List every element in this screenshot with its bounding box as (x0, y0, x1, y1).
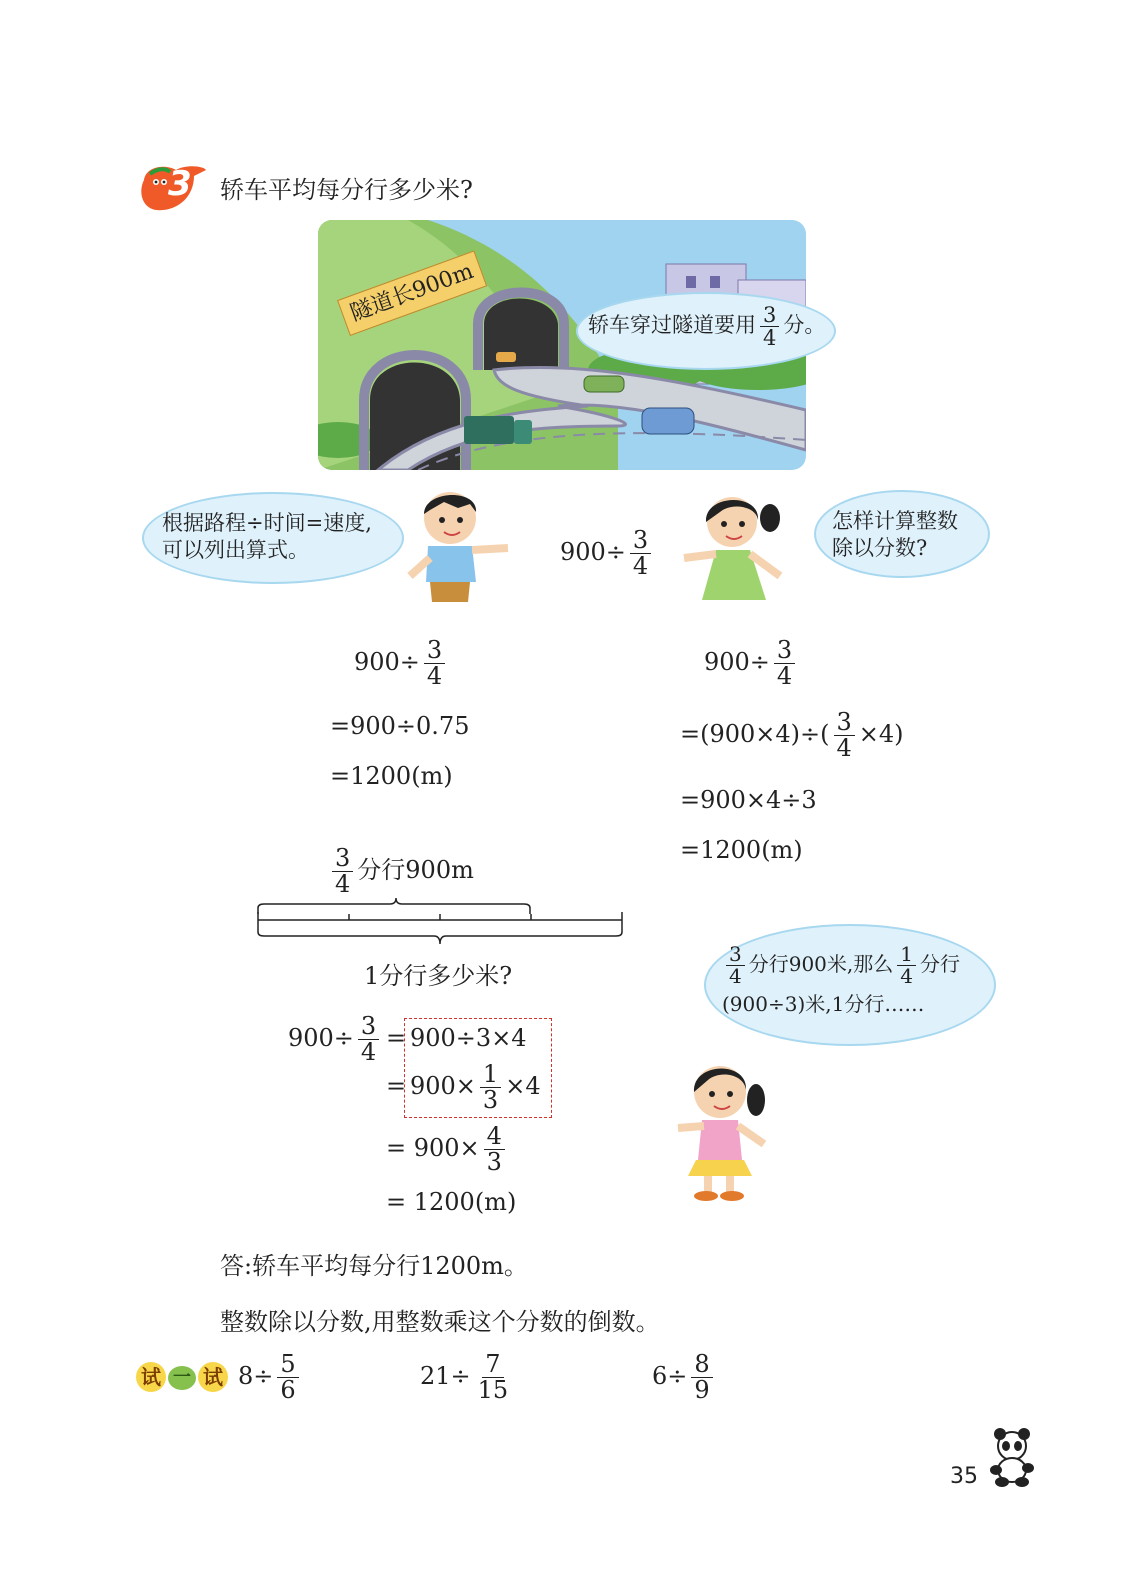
method2-step1-pre: =(900×4)÷( (680, 720, 830, 749)
fraction-numerator: 1 (897, 944, 916, 966)
fraction-denominator: 4 (900, 964, 913, 988)
panda-icon (986, 1428, 1038, 1488)
example-question: 轿车平均每分行多少米? (220, 176, 473, 204)
method2-head-pre: 900÷ (704, 648, 770, 677)
try-badge-2: 一 (168, 1366, 196, 1390)
boy-bubble-text (162, 510, 372, 564)
boy-character-illustration (400, 484, 518, 612)
scene-bubble-fraction (760, 304, 779, 349)
answer-text: 答:轿车平均每分行1200m。 (220, 1252, 528, 1280)
method3-eq2: = (386, 1072, 407, 1100)
girl2-bubble-post: 分行 (920, 952, 960, 976)
try-badge-3: 试 (198, 1362, 228, 1392)
fraction-denominator: 4 (360, 1038, 377, 1067)
fraction-denominator: 4 (426, 662, 443, 691)
fraction-denominator: 4 (836, 734, 852, 763)
try-problem-2-fraction (475, 1352, 512, 1403)
fraction-numerator: 3 (726, 944, 745, 966)
try-problem-3-fraction (691, 1352, 712, 1403)
method3-box2-fraction (480, 1062, 501, 1113)
fraction-denominator: 3 (482, 1086, 499, 1115)
method1-head-fraction (424, 638, 445, 689)
example-number: 3 (168, 164, 192, 204)
method1-head (354, 638, 449, 689)
method2-step2: =900×4÷3 (680, 786, 817, 814)
method2-head-fraction (774, 638, 795, 689)
line-diagram-bottom-label: 1分行多少米? (364, 962, 513, 990)
girl-bubble-line2: 除以分数? (832, 536, 928, 560)
fraction-denominator: 4 (335, 870, 351, 899)
fraction-numerator: 3 (760, 304, 779, 327)
method3-pre: 900÷ (288, 1024, 354, 1053)
fraction-numerator: 3 (358, 1014, 379, 1040)
fraction-denominator: 4 (729, 964, 742, 988)
method3-step3-pre: = 900× (386, 1134, 480, 1163)
fraction-numerator: 4 (484, 1124, 505, 1150)
girl2-bubble-fraction1 (726, 944, 745, 987)
girl2-bubble-fraction2 (897, 944, 916, 987)
method2-step1 (680, 710, 904, 761)
method1-step1: =900÷0.75 (330, 712, 470, 740)
fraction-numerator: 8 (691, 1352, 712, 1378)
method1-head-pre: 900÷ (354, 648, 420, 677)
method3-box2 (410, 1062, 541, 1113)
middle-expr-fraction (630, 528, 651, 579)
method3-box2-post: ×4 (505, 1072, 541, 1101)
try-problem-3-pre: 6÷ (652, 1362, 688, 1391)
method3-step4: = 1200(m) (386, 1188, 517, 1216)
fraction-denominator: 9 (694, 1376, 710, 1405)
fraction-denominator: 4 (763, 326, 777, 351)
fraction-denominator: 4 (632, 552, 649, 581)
boy-bubble-line2: 可以列出算式。 (162, 538, 309, 562)
fraction-numerator: 5 (277, 1352, 298, 1378)
try-problem-3 (652, 1352, 717, 1403)
try-problem-2 (420, 1352, 515, 1403)
try-problem-1 (238, 1352, 303, 1403)
line-diagram-top-text: 分行900m (357, 856, 474, 885)
middle-expression (560, 528, 655, 579)
girl2-bubble-text (722, 944, 960, 1018)
fraction-numerator: 7 (482, 1352, 503, 1378)
method3-box2-pre: 900× (410, 1072, 476, 1101)
page-number: 35 (950, 1464, 978, 1489)
fraction-numerator: 3 (834, 710, 855, 736)
girl2-character-illustration (672, 1056, 776, 1204)
fraction-denominator: 3 (486, 1148, 502, 1177)
method3-eq1: = (386, 1024, 407, 1052)
line-diagram-top-label (328, 846, 474, 897)
fraction-numerator: 3 (424, 638, 445, 664)
girl-character-illustration (680, 488, 792, 606)
rule-text: 整数除以分数,用整数乘这个分数的倒数。 (220, 1308, 660, 1336)
girl2-bubble-mid: 分行900米,那么 (748, 952, 894, 976)
scene-bubble-text (588, 304, 825, 349)
fraction-numerator: 1 (480, 1062, 501, 1088)
try-it-badge (136, 1362, 230, 1396)
girl2-bubble-line2: (900÷3)米,1分行…… (722, 992, 925, 1016)
fraction-denominator: 6 (280, 1376, 296, 1405)
line-segment-diagram (254, 894, 628, 948)
line-diagram-top-fraction (332, 846, 353, 897)
fraction-numerator: 3 (332, 846, 353, 872)
scene-bubble-pre: 轿车穿过隧道要用 (588, 313, 756, 338)
fraction-numerator: 3 (630, 528, 651, 554)
method3-head (288, 1014, 383, 1065)
girl2-bubble-line1 (722, 944, 960, 987)
method2-step1-fraction (834, 710, 855, 761)
fraction-numerator: 3 (774, 638, 795, 664)
middle-expr-pre: 900÷ (560, 538, 626, 567)
method3-step3 (386, 1124, 509, 1175)
method3-box1: 900÷3×4 (410, 1024, 527, 1052)
method1-step2: =1200(m) (330, 762, 453, 790)
method2-head (704, 638, 799, 689)
method2-step3: =1200(m) (680, 836, 803, 864)
method3-step3-fraction (484, 1124, 505, 1175)
try-problem-2-pre: 21÷ (420, 1362, 471, 1391)
girl-bubble-text (832, 508, 958, 562)
fraction-denominator: 4 (776, 662, 793, 691)
boy-bubble-line1: 根据路程÷时间=速度, (162, 511, 372, 535)
method2-step1-post: ×4) (858, 720, 904, 749)
try-badge-1: 试 (136, 1362, 166, 1392)
try-problem-1-fraction (277, 1352, 298, 1403)
method3-fraction (358, 1014, 379, 1065)
try-problem-1-pre: 8÷ (238, 1362, 274, 1391)
scene-bubble-post: 分。 (783, 313, 826, 338)
girl-bubble-line1: 怎样计算整数 (832, 509, 958, 533)
tunnel-length-text: 隧道长900m (347, 258, 477, 327)
fraction-denominator: 15 (477, 1376, 509, 1405)
